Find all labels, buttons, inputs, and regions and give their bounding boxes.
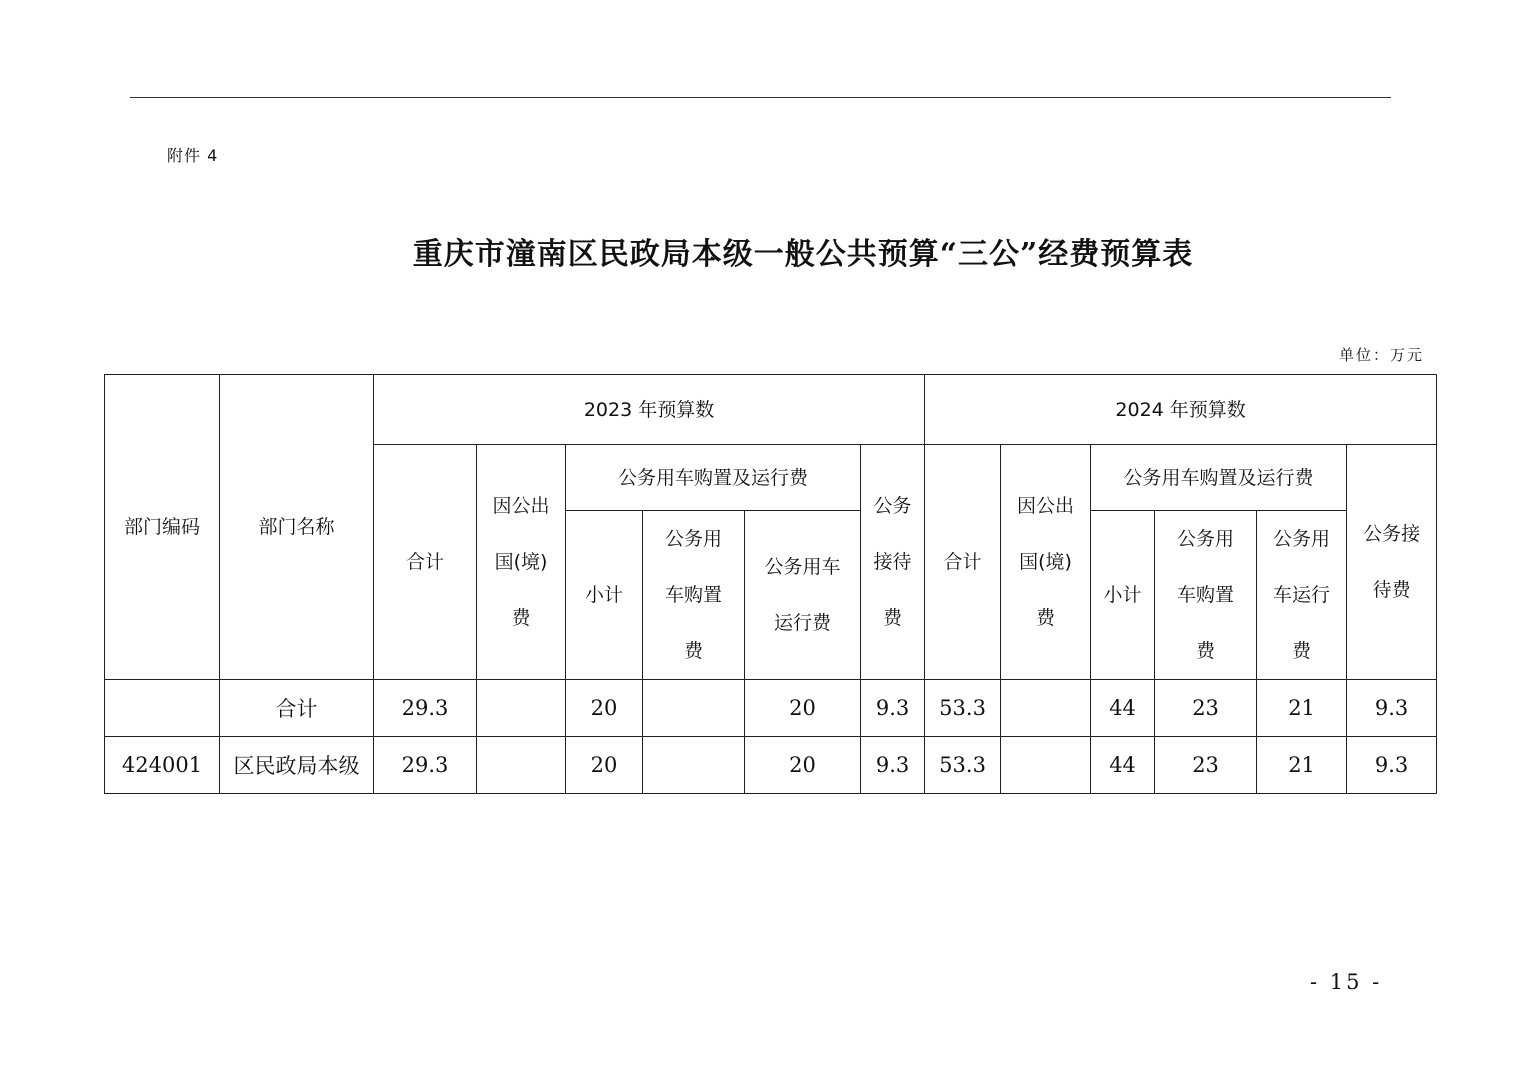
label-line: 国(境): [494, 551, 548, 573]
label-line: 费: [683, 640, 703, 662]
label-line: 费: [1292, 640, 1312, 662]
col-header-2023-budget: 2023 年预算数: [374, 375, 925, 445]
unit-label: 单位：万元: [1338, 346, 1424, 364]
col-header-2024-vehicle-group: 公务用车购置及运行费: [1091, 445, 1347, 511]
cell-2023-reception: 9.3: [861, 737, 925, 794]
col-header-2023-abroad: [477, 445, 566, 680]
col-header-2023-vehicle-purchase: [643, 511, 745, 680]
cell-2024-reception: 9.3: [1347, 680, 1437, 737]
cell-2024-total: 53.3: [925, 737, 1001, 794]
label-line: 待费: [1372, 579, 1411, 601]
document-title: 重庆市潼南区民政局本级一般公共预算“三公”经费预算表: [412, 237, 1194, 272]
table-row: [105, 737, 1437, 794]
col-header-2024-vehicle-purchase: [1155, 511, 1257, 680]
cell-dept-name: 区民政局本级: [220, 737, 374, 794]
label-line: 公务用: [1177, 528, 1235, 550]
label-line: 公务用: [1273, 528, 1331, 550]
cell-2024-subtotal: 44: [1091, 737, 1155, 794]
col-header-dept-name: 部门名称: [220, 375, 374, 680]
cell-2024-vehicle-purchase: 23: [1155, 737, 1257, 794]
cell-dept-code: [105, 680, 220, 737]
cell-dept-name: 合计: [220, 680, 374, 737]
col-header-2023-total: 合计: [374, 445, 477, 680]
cell-2023-subtotal: 20: [566, 737, 643, 794]
label-line: 车购置: [1177, 584, 1235, 606]
label-line: 费: [883, 607, 903, 629]
col-header-2024-budget: 2024 年预算数: [925, 375, 1437, 445]
page-number: - 15 -: [1310, 970, 1383, 994]
col-header-2023-vehicle-group: 公务用车购置及运行费: [566, 445, 861, 511]
cell-2024-vehicle-running: 21: [1257, 737, 1347, 794]
cell-2024-subtotal: 44: [1091, 680, 1155, 737]
label-line: 费: [511, 607, 531, 629]
col-header-2023-vehicle-running: [745, 511, 861, 680]
cell-2023-vehicle-purchase: [643, 680, 745, 737]
cell-2024-abroad: [1001, 680, 1091, 737]
cell-2023-vehicle-running: 20: [745, 680, 861, 737]
label-line: 车运行: [1273, 584, 1331, 606]
cell-2024-total: 53.3: [925, 680, 1001, 737]
col-header-2024-abroad: [1001, 445, 1091, 680]
col-header-2023-reception: [861, 445, 925, 680]
label-line: 车购置: [664, 584, 722, 606]
cell-2023-vehicle-running: 20: [745, 737, 861, 794]
cell-2023-abroad: [477, 680, 566, 737]
label-line: 运行费: [773, 612, 831, 634]
budget-table: [104, 374, 1437, 794]
col-header-2024-vehicle-running: [1257, 511, 1347, 680]
label-line: 国(境): [1019, 551, 1072, 573]
cell-2023-reception: 9.3: [861, 680, 925, 737]
col-header-2024-total: 合计: [925, 445, 1001, 680]
col-header-2024-subtotal: 小计: [1091, 511, 1155, 680]
label-line: 因公出: [1017, 495, 1075, 517]
cell-2024-abroad: [1001, 737, 1091, 794]
cell-2024-vehicle-running: 21: [1257, 680, 1347, 737]
label-line: 公务用: [664, 528, 722, 550]
label-line: 费: [1196, 640, 1216, 662]
label-line: 因公出: [492, 495, 550, 517]
cell-dept-code: 424001: [105, 737, 220, 794]
cell-2024-reception: 9.3: [1347, 737, 1437, 794]
label-line: 接待: [873, 551, 912, 573]
header-rule: [130, 97, 1391, 98]
attachment-label: 附件 4: [167, 146, 219, 165]
label-line: 公务接: [1363, 523, 1421, 545]
col-header-2023-subtotal: 小计: [566, 511, 643, 680]
label-line: 费: [1036, 607, 1056, 629]
label-line: 公务用车: [764, 556, 841, 578]
cell-2023-vehicle-purchase: [643, 737, 745, 794]
col-header-2024-reception: [1347, 445, 1437, 680]
cell-2023-subtotal: 20: [566, 680, 643, 737]
cell-2023-abroad: [477, 737, 566, 794]
table-row-total: [105, 680, 1437, 737]
col-header-dept-code: 部门编码: [105, 375, 220, 680]
label-line: 公务: [873, 495, 912, 517]
cell-2023-total: 29.3: [374, 737, 477, 794]
cell-2023-total: 29.3: [374, 680, 477, 737]
cell-2024-vehicle-purchase: 23: [1155, 680, 1257, 737]
